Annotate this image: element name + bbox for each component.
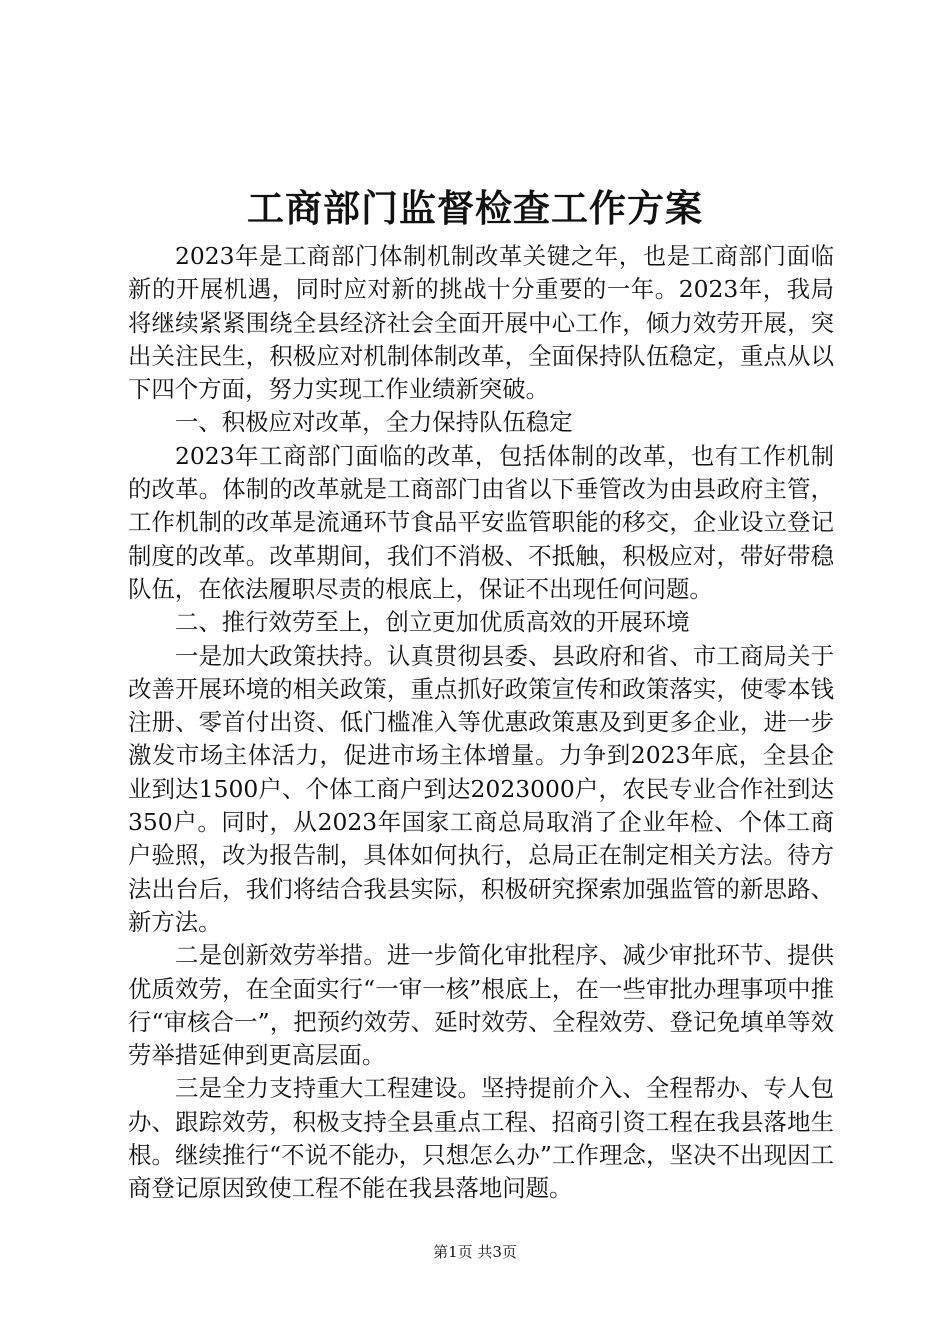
paragraph-intro: 2023年是工商部门体制机制改革关键之年，也是工商部门面临新的开展机遇，同时应对新的挑战十分重要的一年。2023年，我局将继续紧紧围绕全县经济社会全面开展中心工作，倾力效劳开展，突出关注民生，积极应对机制体制改革，全面保持队伍稳定，重点从以下四个方面，努力实现工作业绩新突破。 [128, 242, 834, 404]
paragraph-section-1: 2023年工商部门面临的改革，包括体制的改革，也有工作机制的改革。体制的改革就是工商部门由省以下垂管改为由县政府主管，工作机制的改革是流通环节食品平安监管职能的移交，企业设立登记制度的改革。改革期间，我们不消极、不抵触，积极应对，带好带稳队伍，在依法履职尽责的根底上，保证不出现任何问题。 [128, 441, 834, 603]
paragraph-policy-support: 一是加大政策扶持。认真贯彻县委、县政府和省、市工商局关于改善开展环境的相关政策，重点抓好政策宣传和政策落实，使零本钱注册、零首付出资、低门槛准入等优惠政策惠及到更多企业，进一步激发市场主体活力，促进市场主体增量。力争到2023年底，全县企业到达1500户、个体工商户到达2023000户，农民专业合作社到达350户。同时，从2023年国家工商总局取消了企业年检、个体工商户验照，改为报告制，具体如何执行，总局正在制定相关方法。待方法出台后，我们将结合我县实际，积极研究探索加强监管的新思路、新方法。 [128, 641, 834, 936]
document-title: 工商部门监督检查工作方案 [247, 186, 703, 230]
paragraph-project-support: 三是全力支持重大工程建设。坚持提前介入、全程帮办、专人包办、跟踪效劳，积极支持全县重点工程、招商引资工程在我县落地生根。继续推行“不说不能办，只想怎么办”工作理念，坚决不出现因工商登记原因致使工程不能在我县落地问题。 [128, 1074, 834, 1203]
paragraph-service-innovation: 二是创新效劳举措。进一步简化审批程序、减少审批环节、提供优质效劳，在全面实行“一审一核”根底上，在一些审批办理事项中推行“审核合一”，把预约效劳、延时效劳、全程效劳、登记免填单等效劳举措延伸到更高层面。 [128, 941, 834, 1070]
page-number-footer: 第1页 共3页 [433, 1243, 517, 1261]
section-heading-2: 二、推行效劳至上，创立更加优质高效的开展环境 [175, 608, 690, 637]
section-heading-1: 一、积极应对改革，全力保持队伍稳定 [175, 408, 573, 437]
document-body [128, 240, 834, 1206]
